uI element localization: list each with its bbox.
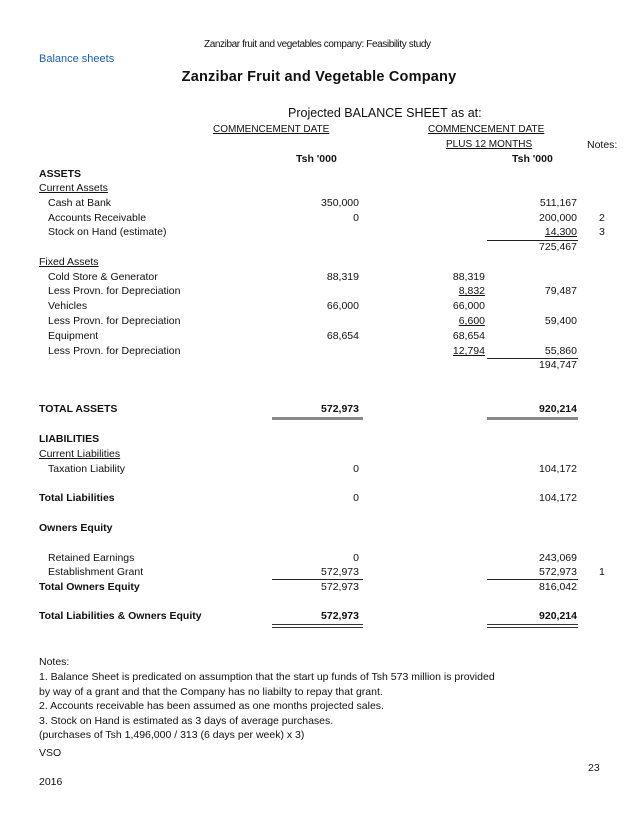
note-ref: 1 [599, 566, 605, 578]
vehicles-c1: 66,000 [326, 300, 359, 312]
total-liabilities-c3: 104,172 [539, 492, 577, 504]
equipment-c1: 68,654 [326, 330, 359, 342]
grand-total-c3: 920,214 [539, 610, 577, 622]
subtotal-rule [272, 579, 363, 580]
cold-store-c1: 88,319 [326, 271, 359, 283]
col1-unit: Tsh '000 [296, 153, 337, 165]
row-label: Retained Earnings [48, 552, 135, 564]
row-label: Less Provn. for Depreciation [48, 285, 181, 297]
current-assets-total: 725,467 [539, 241, 577, 253]
grant-c3: 572,973 [539, 566, 577, 578]
total-equity-c3: 816,042 [539, 581, 577, 593]
dep1-c3: 79,487 [544, 285, 577, 297]
row-label: Less Provn. for Depreciation [48, 345, 181, 357]
note-line: (purchases of Tsh 1,496,000 / 313 (6 days per week) x 3) [39, 729, 305, 741]
cold-store-c2: 88,319 [452, 271, 485, 283]
row-label: Vehicles [48, 300, 88, 312]
grant-c1: 572,973 [321, 566, 359, 578]
row-label: Accounts Receivable [48, 212, 147, 224]
row-label: Less Provn. for Depreciation [48, 315, 181, 327]
equipment-c2: 68,654 [452, 330, 485, 342]
row-label: Establishment Grant [48, 566, 144, 578]
dep1-c2: 8,832 [458, 285, 485, 297]
row-label: Taxation Liability [48, 463, 126, 475]
cash-c1: 350,000 [321, 197, 359, 209]
receivable-c1: 0 [353, 212, 359, 224]
col1-heading: COMMENCEMENT DATE [213, 124, 330, 135]
current-liabilities-heading: Current Liabilities [39, 448, 121, 460]
note-line: 2. Accounts receivable has been assumed as one months projected sales. [39, 700, 384, 712]
company-title: Zanzibar Fruit and Vegetable Company [181, 69, 457, 85]
total-assets-label: TOTAL ASSETS [39, 403, 118, 415]
running-title: Zanzibar fruit and vegetables company: Feasibility study [204, 39, 431, 50]
receivable-c3: 200,000 [539, 212, 577, 224]
total-assets-c3: 920,214 [539, 403, 577, 415]
total-rule [487, 417, 578, 420]
row-label: Equipment [48, 330, 99, 342]
total-rule [272, 417, 363, 420]
fixed-assets-heading: Fixed Assets [39, 256, 99, 268]
note-ref: 3 [599, 226, 605, 238]
section-label: Balance sheets [39, 53, 115, 65]
tax-c1: 0 [353, 463, 359, 475]
cash-c3: 511,167 [539, 197, 577, 209]
tax-c3: 104,172 [539, 463, 577, 475]
notes-column-heading: Notes: [587, 139, 618, 151]
retained-c1: 0 [353, 552, 359, 564]
total-liabilities-c1: 0 [353, 492, 359, 504]
row-label: Cash at Bank [48, 197, 112, 209]
total-equity-label: Total Owners Equity [39, 581, 140, 593]
footer-org: VSO [39, 747, 62, 759]
note-line: by way of a grant and that the Company has no liabilty to repay that grant. [39, 686, 383, 698]
dep3-c2: 12,794 [452, 345, 485, 357]
note-line: 3. Stock on Hand is estimated as 3 days of average purchases. [39, 715, 334, 727]
balance-sheet-subtitle: Projected BALANCE SHEET as at: [288, 106, 482, 120]
total-liabilities-label: Total Liabilities [39, 492, 115, 504]
dep2-c3: 59,400 [544, 315, 577, 327]
col2-heading: COMMENCEMENT DATE [428, 124, 545, 135]
col2-unit: Tsh '000 [512, 153, 553, 165]
current-assets-heading: Current Assets [39, 182, 108, 194]
footer-year: 2016 [39, 776, 63, 788]
total-assets-c1: 572,973 [321, 403, 359, 415]
double-underline [487, 624, 578, 628]
row-label: Cold Store & Generator [48, 271, 158, 283]
grand-total-c1: 572,973 [321, 610, 359, 622]
liabilities-heading: LIABILITIES [39, 433, 100, 445]
note-ref: 2 [599, 212, 605, 224]
page-number: 23 [588, 762, 600, 774]
dep3-c3: 55,860 [544, 345, 577, 357]
vehicles-c2: 66,000 [452, 300, 485, 312]
col2-heading-sub: PLUS 12 MONTHS [446, 139, 533, 150]
total-equity-c1: 572,973 [321, 581, 359, 593]
fixed-assets-total: 194,747 [539, 359, 577, 371]
subtotal-rule [487, 579, 578, 580]
row-label: Stock on Hand (estimate) [48, 226, 167, 238]
note-line: 1. Balance Sheet is predicated on assumption that the start up funds of Tsh 573 million is provided [39, 671, 495, 683]
double-underline [272, 624, 363, 628]
stock-c3: 14,300 [544, 226, 577, 238]
retained-c3: 243,069 [539, 552, 577, 564]
dep2-c2: 6,600 [458, 315, 485, 327]
owners-equity-heading: Owners Equity [39, 522, 113, 534]
grand-total-label: Total Liabilities & Owners Equity [39, 610, 202, 622]
notes-heading: Notes: [39, 656, 70, 668]
assets-heading: ASSETS [39, 168, 82, 180]
